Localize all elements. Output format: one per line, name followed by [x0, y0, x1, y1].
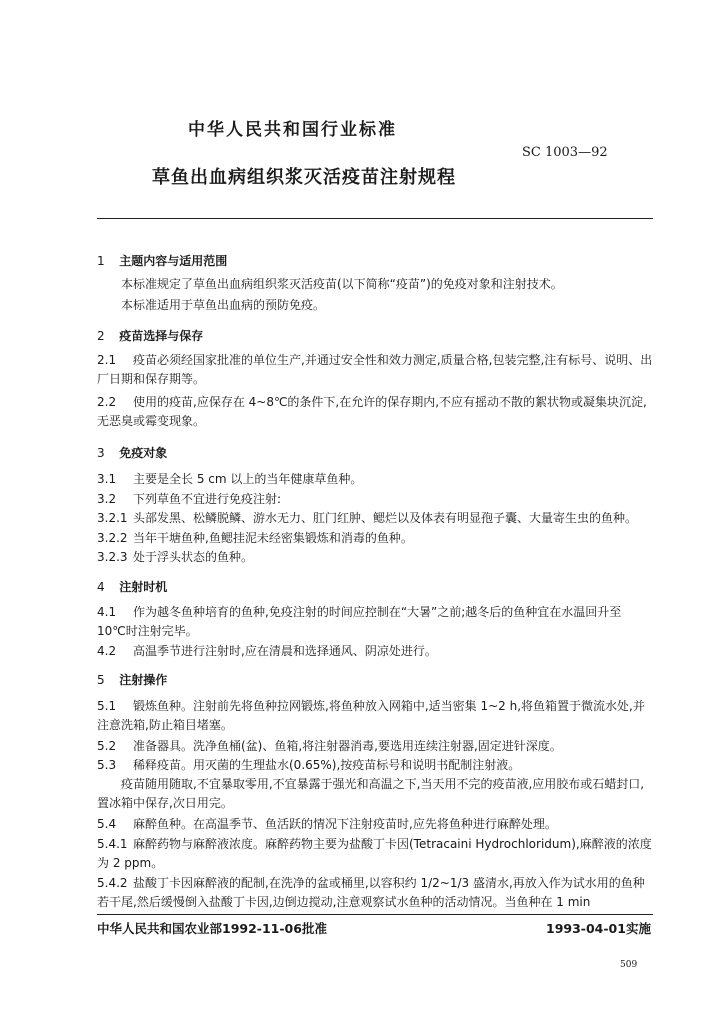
clause-3-2-2	[97, 529, 653, 548]
section-title: 主题内容与适用范围	[119, 254, 228, 268]
clause-text: 锻炼鱼种。注射前先将鱼种拉网锻炼,将鱼种放入网箱中,适当密集 1~2 h,将鱼箱置于微流水处,并注意洗箱,防止箱目堵塞。	[97, 699, 645, 732]
clause-text: 头部发黑、松鳞脱鳞、游水无力、肛门红肿、鳃烂以及体表有明显孢子囊、大量寄生虫的鱼种。	[133, 511, 638, 525]
standard-header: 中华人民共和国行业标准	[188, 120, 397, 140]
document-title: 草鱼出血病组织浆灭活疫苗注射规程	[152, 167, 456, 188]
clause-text: 当年干塘鱼种,鱼鳃挂泥未经密集锻炼和消毒的鱼种。	[133, 531, 413, 545]
clause-5-4-2	[97, 874, 653, 911]
section-heading-4	[97, 578, 167, 595]
clause-5-3	[97, 756, 653, 775]
clause-text: 处于浮头状态的鱼种。	[133, 550, 254, 564]
clause-text: 盐酸丁卡因麻醉液的配制,在洗净的盆或桶里,以容积约 1/2~1/3 盛清水,再放入作为试水用的鱼种若干尾,然后缓慢倒入盐酸丁卡因,边倒边搅动,注意观察试水鱼种的活动情况。当鱼种在 1 min	[97, 876, 645, 909]
section-number: 1	[97, 254, 105, 268]
clause-text: 麻醉鱼种。在高温季节、鱼活跃的情况下注射疫苗时,应先将鱼种进行麻醉处理。	[133, 817, 557, 831]
page-number: 509	[620, 960, 638, 970]
clause-text: 作为越冬鱼种培育的鱼种,免疫注射的时间应控制在“大暑”之前;越冬后的鱼种宜在水温回升至 10℃时注射完毕。	[97, 605, 622, 638]
section-heading-1	[97, 252, 227, 269]
clause-text: 疫苗必须经国家批准的单位生产,并通过安全性和效力测定,质量合格,包装完整,注有标号、说明、出厂日期和保存期等。	[97, 353, 653, 386]
clause-number: 3.2.3	[97, 550, 128, 564]
clause-number: 3.2	[97, 492, 117, 506]
section-title: 免疫对象	[119, 446, 168, 460]
section-heading-5	[97, 671, 167, 688]
clause-text: 使用的疫苗,应保存在 4~8℃的条件下,在允许的保存期内,不应有摇动不散的絮状物或凝集块沉淀,无恶臭或霉变现象。	[97, 395, 647, 428]
clause-3-2	[97, 490, 653, 509]
top-rule	[97, 218, 653, 219]
clause-4-1	[97, 603, 653, 640]
section-number: 4	[97, 580, 105, 594]
clause-text: 下列草鱼不宜进行免疫注射:	[133, 492, 282, 506]
clause-number: 2.2	[97, 395, 117, 409]
section-title: 注射时机	[119, 580, 168, 594]
clause-text: 稀释疫苗。用灭菌的生理盐水(0.65%),按疫苗标号和说明书配制注射液。	[133, 758, 521, 772]
clause-number: 5.2	[97, 739, 117, 753]
implementation-date: 1993-04-01实施	[546, 921, 651, 936]
clause-text: 麻醉药物与麻醉液浓度。麻醉药物主要为盐酸丁卡因(Tetracaini Hydrochloridum),麻醉液的浓度为 2 ppm。	[97, 837, 652, 870]
paragraph: 疫苗随用随取,不宜暴取零用,不宜暴露于强光和高温之下,当天用不完的疫苗液,应用胶布或石蜡封口,置冰箱中保存,次日用完。	[97, 777, 645, 810]
bottom-rule	[97, 914, 653, 915]
clause-5-2	[97, 737, 653, 756]
clause-number: 3.1	[97, 472, 117, 486]
clause-3-1	[97, 470, 653, 489]
clause-number: 5.1	[97, 699, 117, 713]
clause-number: 4.1	[97, 605, 117, 619]
section-number: 3	[97, 446, 105, 460]
clause-4-2	[97, 642, 653, 661]
clause-5-4	[97, 815, 653, 834]
clause-text: 高温季节进行注射时,应在清晨和选择通风、阴凉处进行。	[133, 644, 437, 658]
clause-number: 5.3	[97, 758, 117, 772]
section-heading-2	[97, 327, 203, 344]
section-heading-3	[97, 444, 167, 461]
clause-2-1	[97, 351, 653, 388]
standard-code: SC 1003—92	[522, 145, 608, 160]
section-title: 疫苗选择与保存	[119, 329, 204, 343]
clause-number: 3.2.1	[97, 511, 128, 525]
clause-number: 4.2	[97, 644, 117, 658]
clause-text: 准备器具。洗净鱼桶(盆)、鱼箱,将注射器消毒,要选用连续注射器,固定进针深度。	[133, 739, 562, 753]
section-title: 注射操作	[119, 673, 168, 687]
clause-text: 主要是全长 5 cm 以上的当年健康草鱼种。	[133, 472, 363, 486]
clause-5-1	[97, 697, 653, 734]
paragraph: 本标准适用于草鱼出血病的预防免疫。	[121, 298, 326, 312]
section-number: 2	[97, 329, 105, 343]
clause-number: 3.2.2	[97, 531, 128, 545]
clause-2-2	[97, 393, 653, 430]
clause-3-2-3	[97, 548, 653, 567]
clause-5-4-1	[97, 835, 653, 872]
clause-3-2-1	[97, 509, 653, 528]
clause-number: 5.4.2	[97, 876, 128, 890]
clause-number: 5.4.1	[97, 837, 128, 851]
clause-number: 5.4	[97, 817, 117, 831]
paragraph: 本标准规定了草鱼出血病组织浆灭活疫苗(以下简称“疫苗”)的免疫对象和注射技术。	[121, 277, 563, 291]
clause-number: 2.1	[97, 353, 117, 367]
section-number: 5	[97, 673, 105, 687]
approval-line: 中华人民共和国农业部1992-11-06批准	[97, 921, 327, 936]
